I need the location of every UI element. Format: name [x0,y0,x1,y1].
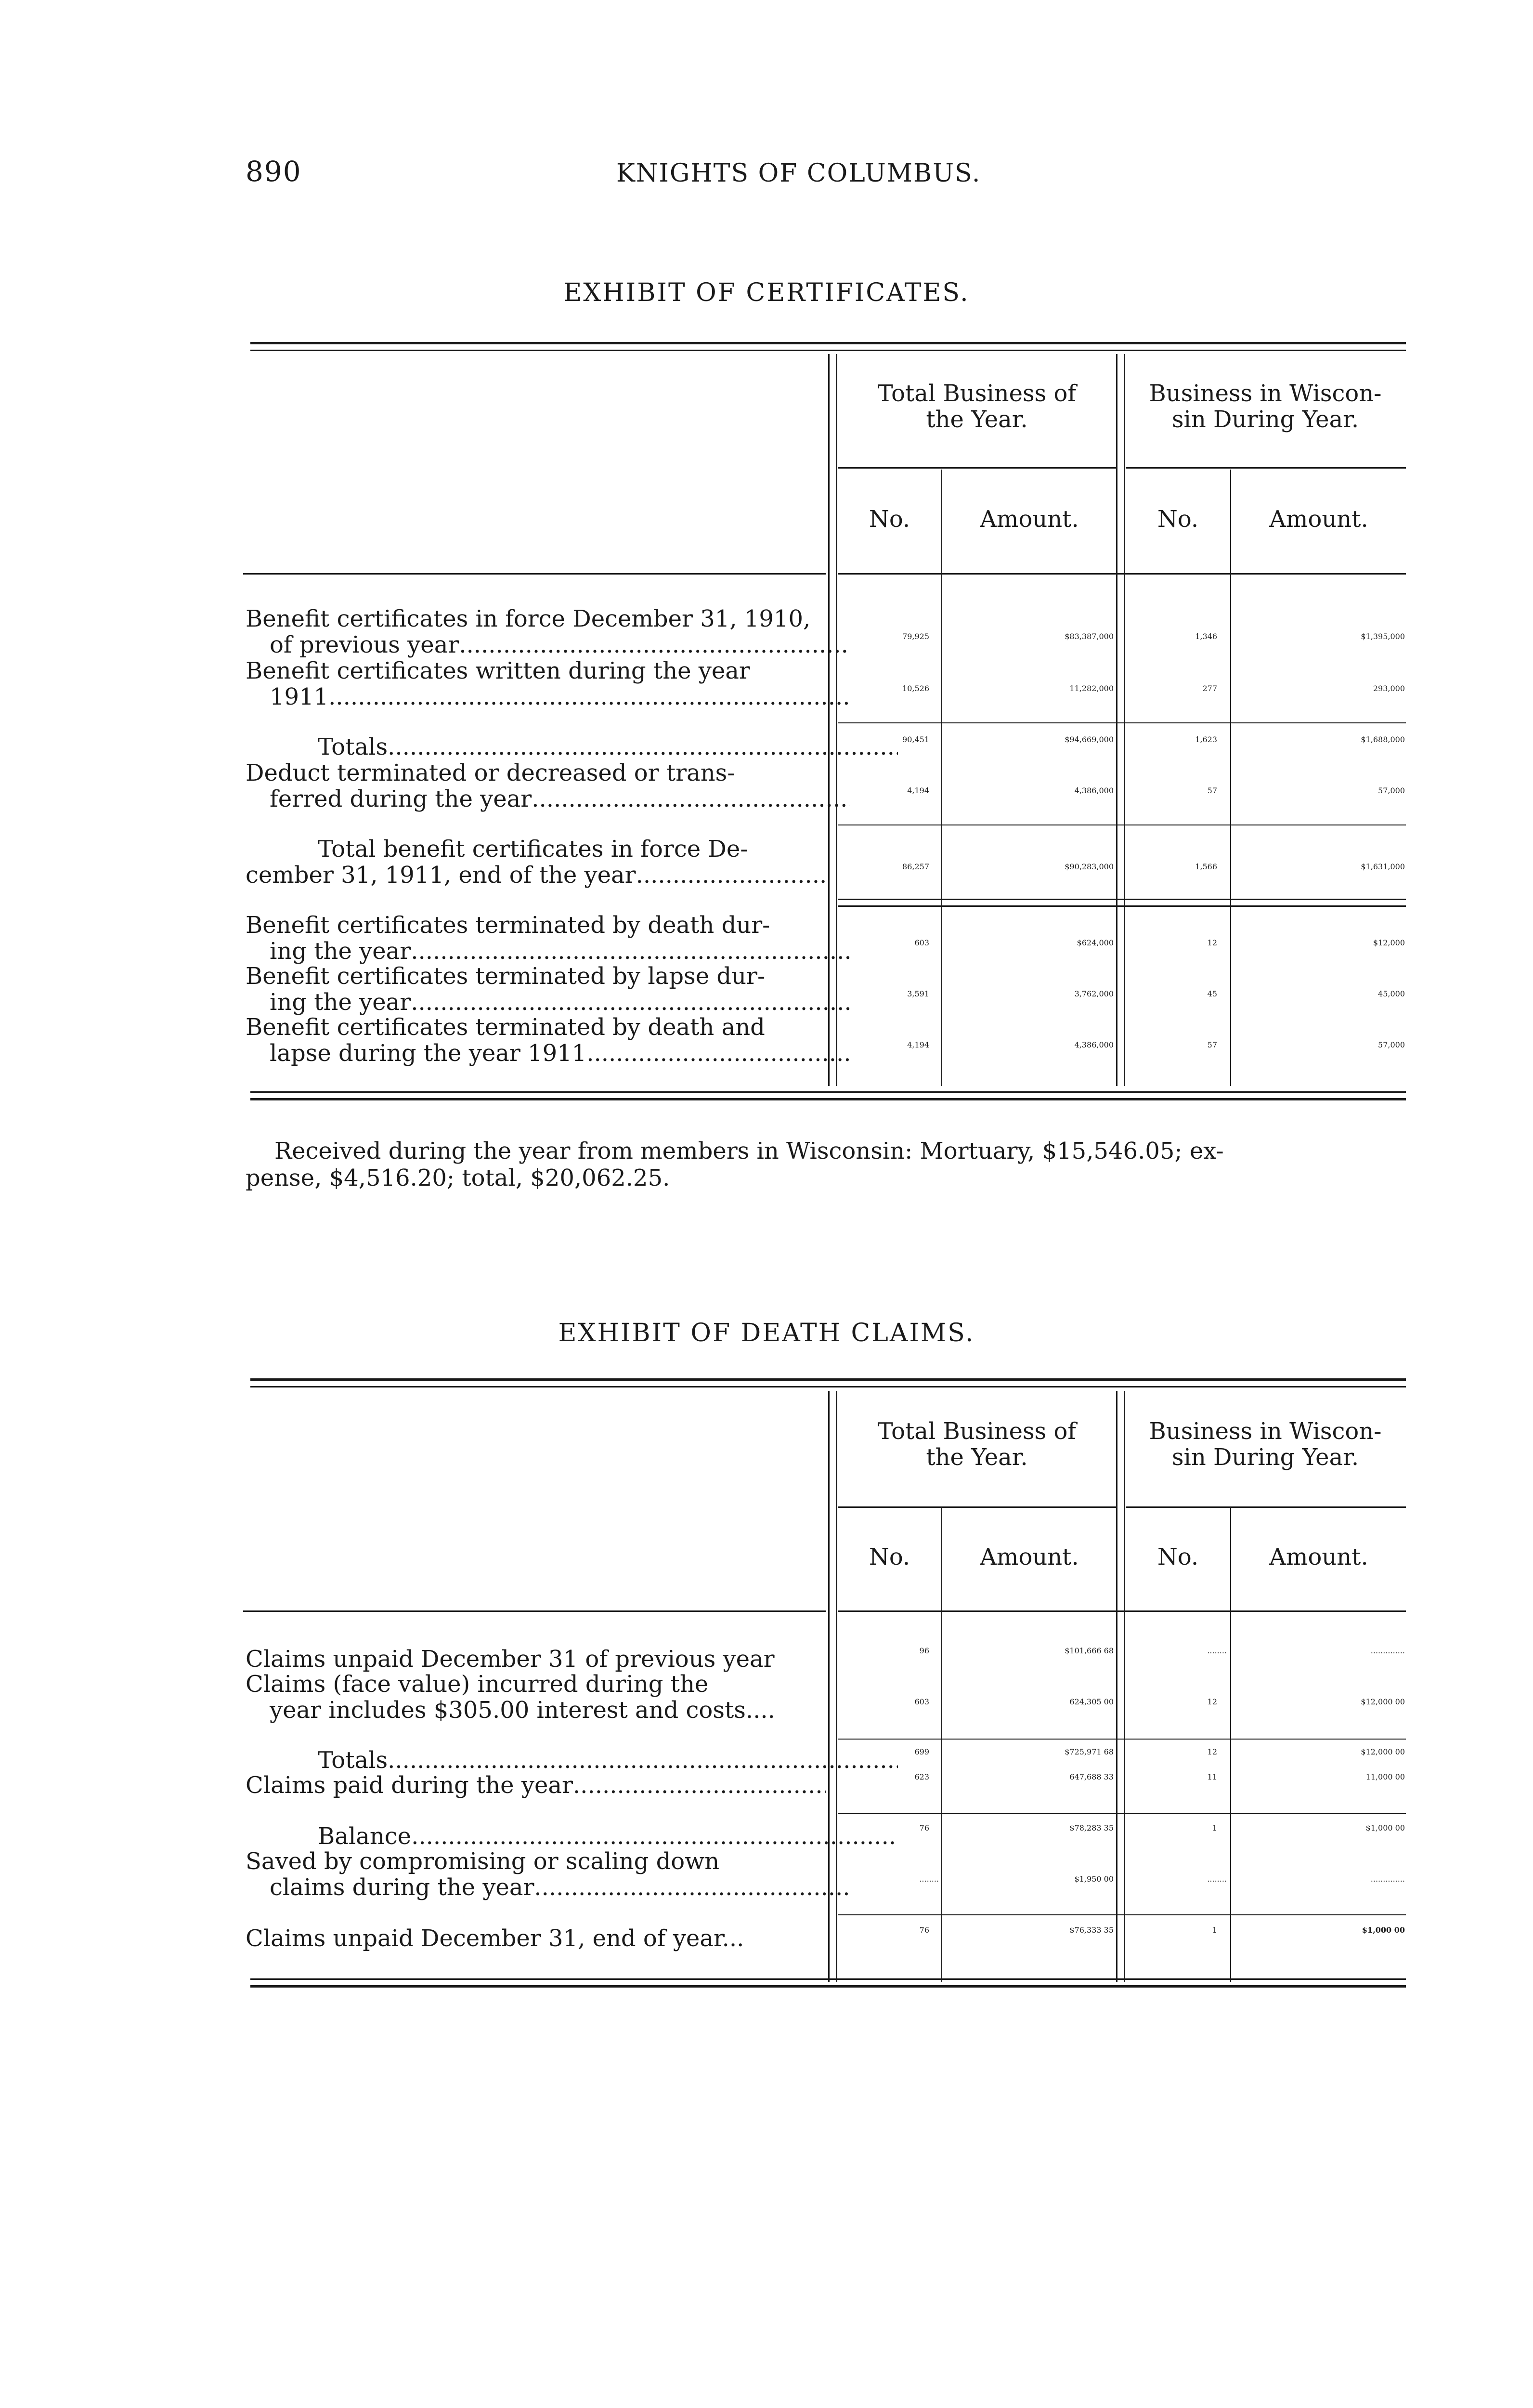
table-cell: $1,395,000 [1361,632,1405,641]
table-cell: 4,386,000 [1074,786,1114,795]
rule [250,350,1406,351]
table-cell: 57 [1207,786,1217,795]
table-cell: 647,688 33 [1069,1772,1114,1781]
rule [1124,354,1125,1086]
table-row-label: Benefit certificates in force December 31, 1910, of previous year ..... [246,606,826,658]
col-group-wisconsin: Business in Wiscon- sin During Year. [1149,1418,1382,1471]
table-cell: .............. [1370,1646,1405,1655]
table-cell: 603 [914,938,929,947]
col-header-amount: Amount. [980,1544,1079,1570]
table-cell: 1 [1212,1925,1217,1935]
table-cell: $1,000 00 [1362,1925,1405,1935]
table-cell: 12 [1207,938,1217,947]
table-cell: $12,000 00 [1361,1697,1405,1706]
table-cell: $624,000 [1077,938,1114,947]
table-cell: 96 [919,1646,929,1655]
wisconsin-receipts-note: Received during the year from members in Wisconsin: Mortuary, $15,546.05; ex- pense, $4,516.20; total, $20,062.25. [246,1138,1224,1191]
table-cell: 3,591 [907,989,929,998]
table-cell: $83,387,000 [1065,632,1114,641]
rule [1230,470,1231,1086]
rule [250,342,1406,344]
table-cell: 1,346 [1195,632,1217,641]
rule [250,1098,1406,1100]
table-cell: ........ [919,1874,939,1884]
rule [838,1506,1116,1508]
table-cell: 3,762,000 [1074,989,1114,998]
table-cell: 86,257 [902,862,929,871]
table-cell: $76,333 35 [1069,1925,1114,1935]
rule [838,1739,1406,1740]
table-cell: 90,451 [902,735,929,744]
rule [243,573,826,575]
col-header-no: No. [869,506,910,533]
table-cell: ........ [1207,1646,1227,1655]
table-cell: 1,623 [1195,735,1217,744]
rule [838,722,1406,723]
rule [836,354,837,1086]
rule [838,899,1406,900]
table-cell: .............. [1370,1874,1405,1884]
table-cell: $101,666 68 [1065,1646,1114,1655]
rule [838,573,1406,575]
rule [941,470,942,1086]
table-cell: 624,305 00 [1069,1697,1114,1706]
table-cell: 11,000 00 [1365,1772,1405,1781]
rule [1124,1391,1125,1982]
table-cell: $78,283 35 [1069,1823,1114,1832]
table-row-label: Benefit certificates terminated by death and lapse during the year 1911 ..... [246,1014,826,1066]
table-row-label: Benefit certificates terminated by death dur- ing the year ..... [246,912,826,964]
col-header-amount: Amount. [980,506,1079,533]
col-header-wis-amount: Amount. [1269,506,1368,533]
rule [838,824,1406,825]
rule [838,1610,1406,1612]
rule [1126,1506,1406,1508]
table-cell: 57 [1207,1040,1217,1049]
table-cell: $94,669,000 [1065,735,1114,744]
table-cell: 76 [919,1925,929,1935]
rule [250,1386,1406,1387]
table-cell: $1,631,000 [1361,862,1405,871]
table-cell: 277 [1202,684,1217,693]
table-row-label: Claims paid during the year ..... [246,1772,826,1798]
table-cell: 79,925 [902,632,929,641]
table-cell: 57,000 [1378,1040,1405,1049]
table-row-label: Deduct terminated or decreased or trans- ferred during the year ..... [246,760,826,812]
rule [838,467,1116,469]
table-cell: 623 [914,1772,929,1781]
table-cell: 11,282,000 [1069,684,1114,693]
rule [828,354,830,1086]
rule [941,1507,942,1982]
table-cell: $1,000 00 [1365,1823,1405,1832]
rule [838,1813,1406,1814]
table-cell: $1,950 00 [1074,1874,1114,1884]
table-cell: 699 [914,1747,929,1756]
col-header-wis-no: No. [1157,1544,1199,1570]
col-header-wis-no: No. [1157,506,1199,533]
rule [1116,354,1117,1086]
table-cell: $12,000 [1373,938,1405,947]
table-cell: 4,386,000 [1074,1040,1114,1049]
table-cell: 293,000 [1373,684,1405,693]
col-group-total: Total Business of the Year. [877,1418,1077,1471]
table-cell: 45 [1207,989,1217,998]
table-cell: 45,000 [1378,989,1405,998]
table-cell: $12,000 00 [1361,1747,1405,1756]
table-row-label: Benefit certificates written during the year 1911 ..... [246,658,826,710]
col-group-total: Total Business of the Year. [877,380,1077,433]
rule [243,1610,826,1612]
table-row-label: Totals ..... [246,734,826,760]
table-cell: 4,194 [907,786,929,795]
rule [838,1914,1406,1915]
table-row-label: Total benefit certificates in force De- cember 31, 1911, end of the year ..... [246,836,826,888]
table-row-label: Balance ..... [246,1823,826,1849]
rule [1116,1391,1117,1982]
table-cell: 603 [914,1697,929,1706]
table-row-label: Claims unpaid December 31 of previous year [246,1646,775,1673]
table-cell: $725,971 68 [1065,1747,1114,1756]
table-cell: 11 [1207,1772,1217,1781]
rule [250,1378,1406,1381]
table-cell: 1 [1212,1823,1217,1832]
col-header-wis-amount: Amount. [1269,1544,1368,1570]
certificates-title: EXHIBIT OF CERTIFICATES. [563,278,970,307]
col-header-no: No. [869,1544,910,1570]
rule [838,905,1406,907]
table-row-label: Saved by compromising or scaling down claims during the year ..... [246,1848,826,1900]
table-cell: 4,194 [907,1040,929,1049]
table-cell: 76 [919,1823,929,1832]
col-group-wisconsin: Business in Wiscon- sin During Year. [1149,380,1382,433]
table-row-label: Claims (face value) incurred during the year includes $305.00 interest and costs.... [246,1671,775,1724]
table-cell: $1,688,000 [1361,735,1405,744]
table-cell: 1,566 [1195,862,1217,871]
table-row-label: Claims unpaid December 31, end of year... [246,1925,744,1952]
rule [1126,467,1406,469]
table-cell: 57,000 [1378,786,1405,795]
rule [250,1091,1406,1093]
table-cell: 12 [1207,1747,1217,1756]
table-cell: ........ [1207,1874,1227,1884]
table-row-label: Benefit certificates terminated by lapse dur- ing the year ..... [246,963,826,1015]
table-cell: 12 [1207,1697,1217,1706]
running-head: KNIGHTS OF COLUMBUS. [616,159,981,188]
table-cell: $90,283,000 [1065,862,1114,871]
table-cell: 10,526 [902,684,929,693]
table-row-label: Totals ..... [246,1747,826,1773]
claims-title: EXHIBIT OF DEATH CLAIMS. [558,1319,975,1348]
page-number: 890 [246,155,302,188]
rule [250,1985,1406,1988]
rule [250,1978,1406,1980]
rule [1230,1507,1231,1982]
